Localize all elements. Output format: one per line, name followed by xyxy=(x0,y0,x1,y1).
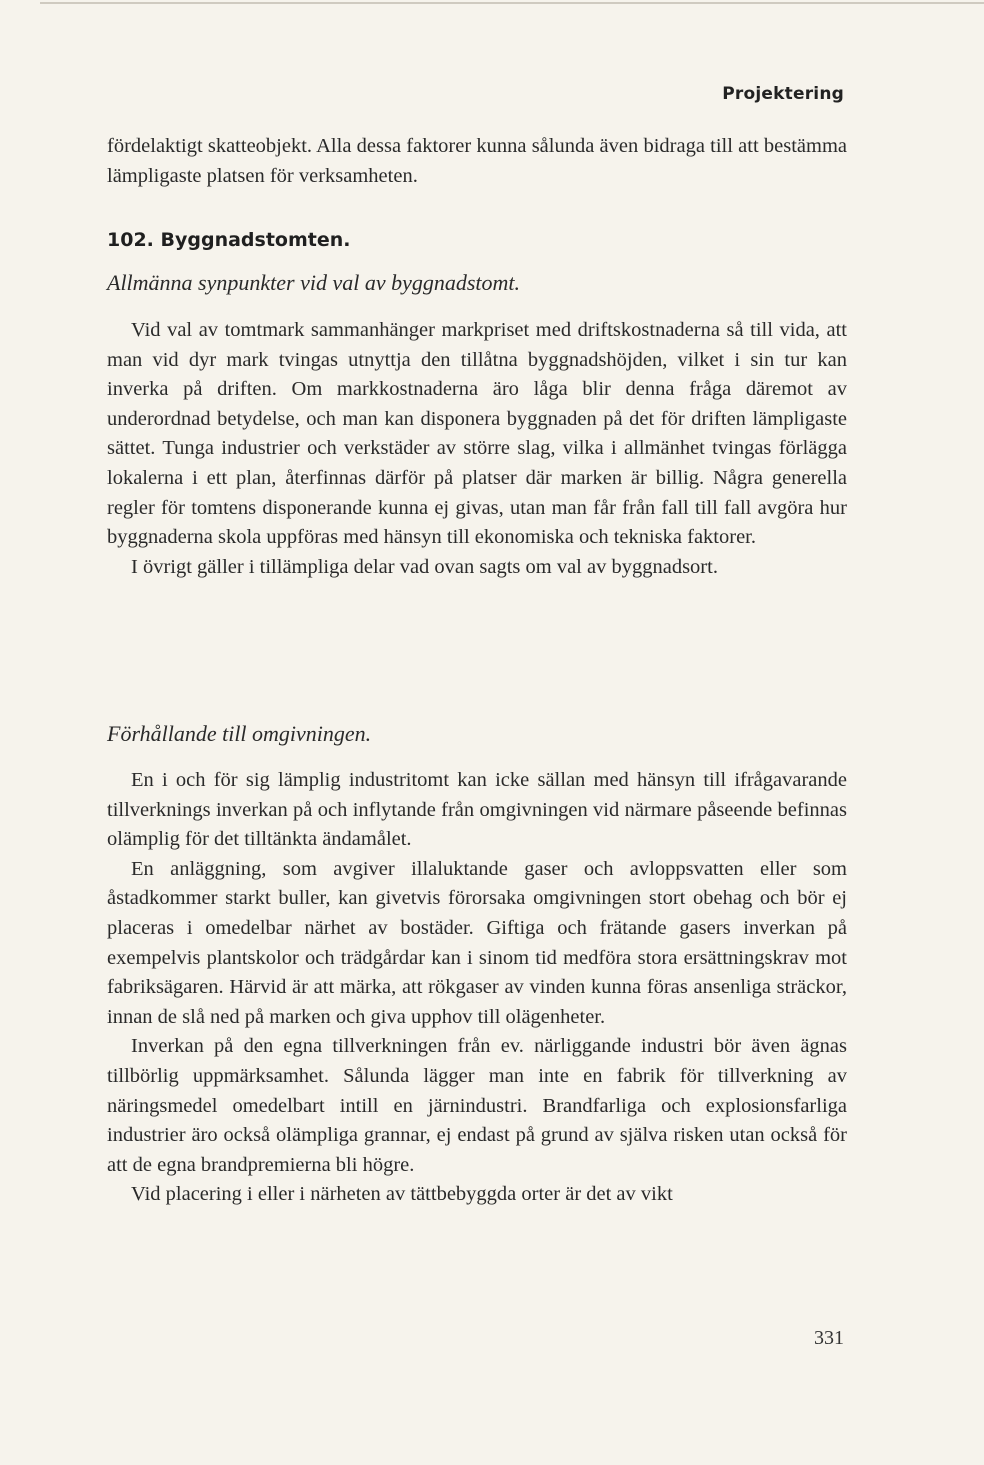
subsection-heading-general: Allmänna synpunkter vid val av byggnadstomt. xyxy=(107,270,521,295)
subsection-1-body xyxy=(107,316,847,582)
top-edge-rule xyxy=(40,2,984,4)
subsection-heading-surroundings: Förhållande till omgivningen. xyxy=(107,721,372,746)
paragraph: Vid val av tomtmark sammanhänger markpriset med driftskostnaderna så till vida, att man vid dyr mark tvingas utnyttja den tillåtna byggnadshöjden, vilket i sin tur kan inverka på driften. Om markkostnaderna äro låga blir denna fråga däremot av underordnad betydelse, och man kan disponera byggnaden på det för driften lämpligaste sättet. Tunga industrier och verkstäder av större slag, vilka i allmänhet tvingas förlägga lokalerna i ett plan, återfinnas därför på platser där marken är billig. Några generella regler för tomtens disponerande kunna ej givas, utan man får från fall till fall avgöra hur byggnaderna skola uppföras med hänsyn till ekonomiska och tekniska faktorer. xyxy=(107,319,847,549)
paragraph: Vid placering i eller i närheten av tättbebyggda orter är det av vikt xyxy=(131,1183,673,1206)
paragraph: En anläggning, som avgiver illaluktande gaser och avloppsvatten eller som åstadkommer starkt buller, kan givetvis förorsaka omgivningen stort obehag och bör ej placeras i omedelbar närhet av bostäder. Giftiga och frätande gasers inverkan på exempelvis plantskolor och trädgårdar kan i sinom tid medföra stora ersättningskrav mot fabriksägaren. Härvid är att märka, att rökgaser av vinden kunna föras ansenliga sträckor, innan de slå ned på marken och giva upphov till olägenheter. xyxy=(107,857,847,1028)
page-number: 331 xyxy=(814,1327,844,1349)
paragraph: Inverkan på den egna tillverkningen från ev. närliggande industri bör även ägnas tillbörlig uppmärksamhet. Sålunda lägger man inte en fabrik för tillverkning av näringsmedel omedelbart intill en järnindustri. Brandfarliga och explosionsfarliga industrier äro också olämpliga grannar, ej endast på grund av själva risken utan också för att de egna brandpremierna bli högre. xyxy=(107,1035,847,1176)
subsection-2-body xyxy=(107,766,847,1210)
section-title: Byggnadstomten. xyxy=(160,229,351,251)
continuation-paragraph: fördelaktigt skatteobjekt. Alla dessa faktorer kunna sålunda även bidraga till att bestämma lämpligaste platsen för verksamheten. xyxy=(107,135,847,187)
section-heading xyxy=(107,229,351,251)
paragraph: En i och för sig lämplig industritomt kan icke sällan med hänsyn till ifrågavarande tillverknings inverkan på och inflytande från omgivningen vid närmare påseende befinnas olämplig för det tilltänkta ändamålet. xyxy=(107,769,847,851)
section-number: 102. xyxy=(107,229,154,251)
running-head: Projektering xyxy=(722,84,844,104)
paragraph: I övrigt gäller i tillämpliga delar vad ovan sagts om val av byggnadsort. xyxy=(131,555,718,578)
continuation-text xyxy=(107,132,847,191)
